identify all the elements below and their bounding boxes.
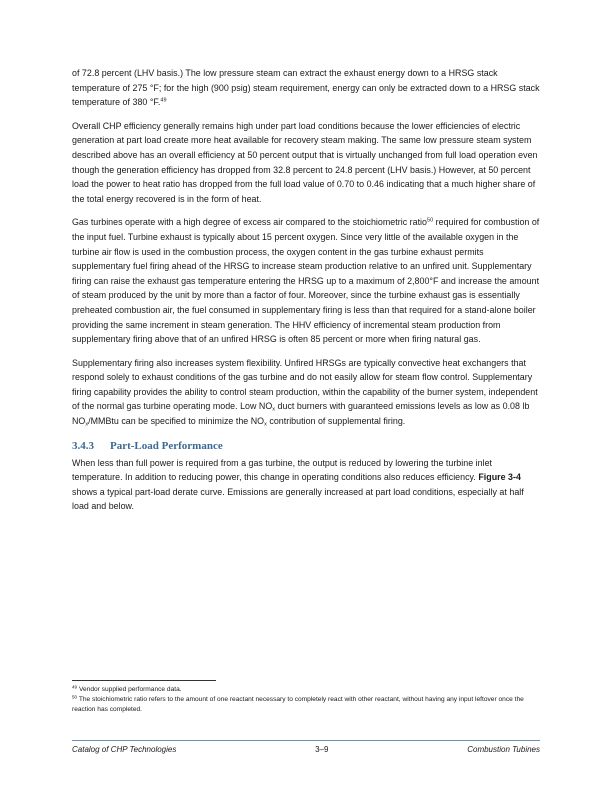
- page-footer: [72, 745, 540, 754]
- paragraph-5: [72, 456, 540, 514]
- paragraph-5-text-a: When less than full power is required from a gas turbine, the output is reduced by lowering the turbine inlet temperature. In addition to reducing power, this change in operating conditions also reduces efficiency.: [72, 457, 493, 483]
- footer-document-title: Catalog of CHP Technologies: [72, 745, 177, 754]
- footer-page-number: 3–9: [315, 745, 329, 754]
- paragraph-3: [72, 215, 540, 346]
- footnote-49: [72, 685, 540, 695]
- subscript-x: x: [264, 421, 267, 428]
- footer-section-title: Combustion Tubines: [467, 745, 540, 754]
- paragraph-4-text-b: duct burners with guaranteed emissions levels as low as 0.08 lb NO: [72, 401, 530, 427]
- paragraph-4: [72, 356, 540, 429]
- footnotes: [72, 685, 540, 716]
- paragraph-4-text-c: /MMBtu can be specified to minimize the NO: [88, 416, 265, 427]
- footer-divider: [72, 740, 540, 741]
- footnote-ref-50[interactable]: 50: [427, 217, 434, 224]
- footnote-text: The stoichiometric ratio refers to the amount of one reactant necessary to completely react with other reactant, without having any input leftover once the reaction has completed.: [72, 696, 524, 714]
- page-body: [72, 66, 540, 523]
- paragraph-4-text-a: Supplementary firing also increases system flexibility. Unfired HRSGs are typically convective heat exchangers that respond solely to exhaust conditions of the gas turbine and do not easily allow for steam flow control. Supplementary firing capability provides the ability to control steam production, within the capability of the burner system, independent of the normal gas turbine operating mode. Low NO: [72, 357, 538, 412]
- section-number: 3.4.3: [72, 439, 94, 452]
- footnote-50: [72, 695, 540, 715]
- footnote-divider: [72, 680, 216, 681]
- paragraph-3-text-a: Gas turbines operate with a high degree of excess air compared to the stoichiometric ratio: [72, 217, 428, 228]
- footnote-number: 49: [72, 684, 78, 690]
- figure-reference-link[interactable]: Figure 3-4: [478, 472, 521, 483]
- paragraph-4-text-d: contribution of supplemental firing.: [266, 416, 406, 427]
- subscript-x: x: [85, 421, 89, 428]
- paragraph-5-text-b: shows a typical part-load derate curve. Emissions are generally increased at part load conditions, especially at half load and below.: [72, 486, 524, 512]
- subscript-x: x: [272, 406, 276, 413]
- paragraph-1: [72, 66, 540, 110]
- footnote-ref-49[interactable]: 49: [160, 97, 167, 104]
- paragraph-1-text: of 72.8 percent (LHV basis.) The low pressure steam can extract the exhaust energy down to a HRSG stack temperature of 275 °F; for the high (900 psig) steam requirement, energy can only be extracted down to a HRSG stack temperature of 380 °F.: [72, 68, 540, 108]
- footnote-number: 50: [72, 694, 78, 700]
- paragraph-3-text-b: required for combustion of the input fuel. Turbine exhaust is typically about 15 percent oxygen. Since very little of the available oxygen in the turbine air flow is used in the combustion process, the oxygen content in the gas turbine exhaust permits supplementary fuel firing ahead of the HRSG to increase steam production relative to an unfired unit. Supplementary firing can raise the exhaust gas temperature entering the HRSG up to a maximum of 2,800°F and increase the amount of steam produced by the unit by more than a factor of four. Moreover, since the turbine exhaust gas is essentially preheated combustion air, the fuel consumed in supplementary firing is less than that required for a stand-alone boiler providing the same increment in steam generation. The HHV efficiency of incremental steam production from supplementary firing above that of an unfired HRSG is often 85 percent or more when firing natural gas.: [72, 217, 540, 345]
- section-title: Part-Load Performance: [110, 439, 223, 452]
- section-heading: [72, 438, 540, 454]
- footnote-text: Vendor supplied performance data.: [77, 686, 182, 693]
- paragraph-2: Overall CHP efficiency generally remains high under part load conditions because the lower efficiencies of electric generation at part load create more heat available for recovery steam making. The same low pressure steam system described above has an overall efficiency at 50 percent output that is virtually unchanged from full load operation even though the generation efficiency has dropped from 32.8 percent to 24.8 percent (LHV basis.) However, at 50 percent load the power to heat ratio has dropped from the full load value of 0.70 to 0.46 indicating that a much higher share of the total energy recovered is in the form of heat.: [72, 120, 538, 204]
